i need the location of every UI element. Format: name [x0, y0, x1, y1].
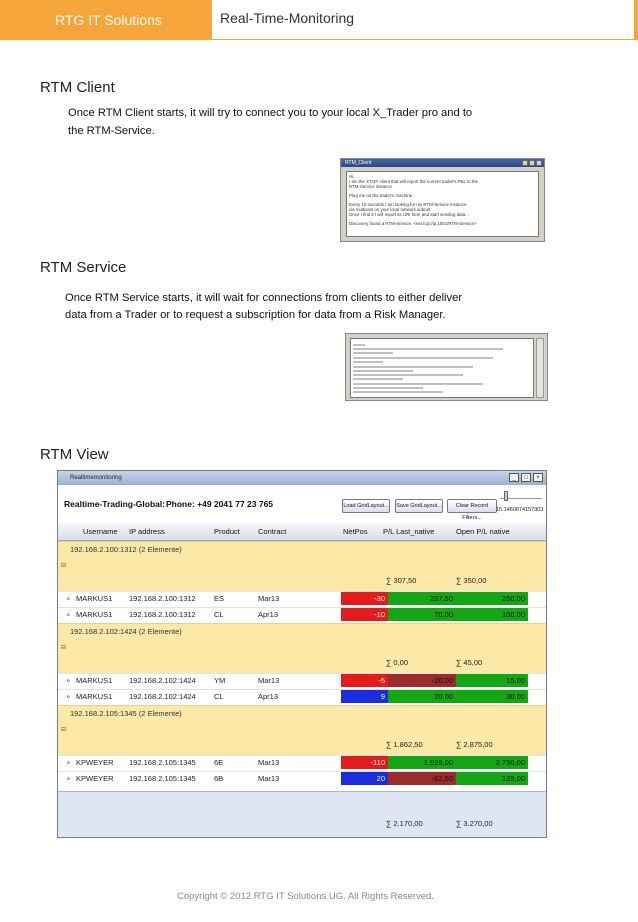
copyright-footer: Copyright © 2012 RTG IT Solutions UG. All Rights Reserved. — [177, 891, 434, 902]
cell-ip-address: 192.168.2.105:1345 — [129, 758, 196, 767]
load-gridlayout-button[interactable]: Load GridLayout... — [342, 499, 390, 513]
group-sum-pl: ∑ 1.862,50 — [386, 740, 423, 749]
close-icon[interactable]: × — [533, 473, 543, 482]
heading-rtm-view: RTM View — [40, 446, 109, 463]
cell-pl-last: 20,00 — [388, 690, 456, 703]
cell-ip-address: 192.168.2.102:1424 — [129, 676, 196, 685]
group-row[interactable] — [58, 623, 546, 673]
group-label: 192.168.2.100:1312 (2 Elemente) — [70, 545, 182, 554]
cell-contract: Apr13 — [258, 692, 279, 701]
heading-rtm-client: RTM Client — [40, 79, 115, 96]
row-indicator-icon: ∘ — [66, 676, 71, 685]
client-paragraph-line-1: Once RTM Client starts, it will try to connect you to your local X_Trader pro and to — [68, 107, 473, 119]
cell-product: ES — [214, 594, 225, 603]
cell-ip-address: 192.168.2.100:1312 — [129, 610, 196, 619]
column-header-pl-last[interactable]: P/L Last_native — [383, 527, 435, 536]
total-open-pl: ∑ 3.270,00 — [456, 819, 493, 828]
group-sum-open-pl: ∑ 2.875,00 — [456, 740, 493, 749]
document-title: Real-Time-Monitoring — [220, 10, 355, 26]
minimize-icon[interactable]: _ — [509, 473, 519, 482]
group-sum-open-pl: ∑ 45,00 — [456, 658, 483, 667]
cell-contract: Mar13 — [258, 758, 280, 767]
cell-username: KPWEYER — [76, 758, 114, 767]
cell-pl-last: -20,00 — [388, 674, 456, 687]
minimize-icon — [522, 160, 528, 166]
group-label: 192.168.2.105:1345 (2 Elemente) — [70, 709, 182, 718]
row-indicator-icon: ∘ — [66, 758, 71, 767]
collapse-icon[interactable]: ⊟ — [61, 645, 67, 651]
table-row[interactable] — [58, 607, 546, 621]
rtm-client-dialog-screenshot — [340, 158, 545, 242]
group-sum-pl: ∑ 307,50 — [386, 576, 417, 585]
table-row[interactable] — [58, 771, 546, 785]
cell-product: 6B — [214, 774, 224, 783]
header-title-block — [212, 0, 638, 40]
collapse-icon[interactable]: ⊟ — [61, 563, 67, 569]
row-indicator-icon: ∘ — [66, 594, 71, 603]
column-header-username[interactable]: Username — [83, 527, 118, 536]
log-line: Every 10 seconds I am looking for my RTM-Service instance — [349, 202, 467, 207]
cell-netpos: -10 — [341, 608, 388, 621]
client-paragraph-line-2: the RTM-Service. — [68, 125, 155, 137]
table-row[interactable] — [58, 689, 546, 703]
slider-knob[interactable] — [504, 491, 508, 501]
dialog-log-text — [346, 171, 539, 237]
close-icon — [536, 160, 542, 166]
scrollbar[interactable] — [536, 338, 544, 398]
column-header-contract[interactable]: Contract — [258, 527, 287, 536]
table-row[interactable] — [58, 673, 546, 687]
service-log-lines — [353, 341, 533, 397]
maximize-icon[interactable]: □ — [521, 473, 531, 482]
cell-contract: Mar13 — [258, 676, 280, 685]
total-pl-last: ∑ 2.170,00 — [386, 819, 423, 828]
group-label: 192.168.2.102:1424 (2 Elemente) — [70, 627, 182, 636]
grid-totals-row — [58, 791, 546, 837]
cell-contract: Mar13 — [258, 594, 280, 603]
cell-username: MARKUS1 — [76, 692, 113, 701]
dialog-title: RTM_Client — [345, 160, 372, 166]
log-line: RTM-Service instance — [349, 184, 393, 189]
cell-username: MARKUS1 — [76, 594, 113, 603]
realtime-monitoring-window — [57, 470, 547, 838]
cell-netpos: 9 — [341, 690, 388, 703]
cell-pl-last: 237,50 — [388, 592, 456, 605]
cell-netpos: 20 — [341, 772, 388, 785]
group-row[interactable] — [58, 705, 546, 755]
group-sum-open-pl: ∑ 350,00 — [456, 576, 487, 585]
log-line: Once I find it I will report its URI here and start sending data... — [349, 212, 469, 217]
cell-product: CL — [214, 692, 224, 701]
log-line: Plug me on the trader's machine. — [349, 193, 414, 198]
window-title: Realtimemonitoring — [70, 475, 122, 481]
cell-open-pl: 15,00 — [456, 674, 528, 687]
cell-ip-address: 192.168.2.100:1312 — [129, 594, 196, 603]
cell-ip-address: 192.168.2.105:1345 — [129, 774, 196, 783]
cell-netpos: -110 — [341, 756, 388, 769]
phone-label: Phone: +49 2041 77 23 765 — [166, 499, 274, 509]
zoom-slider[interactable] — [500, 491, 542, 499]
zoom-value: 15.1460674157303 — [496, 507, 544, 513]
header-accent-bar — [634, 0, 638, 40]
header-company-block — [0, 0, 212, 40]
cell-open-pl: 100,00 — [456, 608, 528, 621]
cell-netpos: -30 — [341, 592, 388, 605]
column-header-ip-address[interactable]: IP address — [129, 527, 165, 536]
cell-contract: Apr13 — [258, 610, 279, 619]
cell-product: YM — [214, 676, 226, 685]
column-header-netpos[interactable]: NetPos — [343, 527, 368, 536]
cell-open-pl: 250,00 — [456, 592, 528, 605]
cell-pl-last: 70,00 — [388, 608, 456, 621]
cell-pl-last: 1.925,00 — [388, 756, 456, 769]
save-gridlayout-button[interactable]: Save GridLayout... — [395, 499, 443, 513]
row-indicator-icon: ∘ — [66, 692, 71, 701]
service-paragraph-line-2: data from a Trader or to request a subscription for data from a Risk Manager. — [65, 309, 446, 321]
group-sum-pl: ∑ 0,00 — [386, 658, 409, 667]
table-row[interactable] — [58, 591, 546, 605]
collapse-icon[interactable]: ⊟ — [61, 727, 67, 733]
clear-record-filters-button[interactable]: Clear Record Filters... — [447, 499, 497, 513]
cell-open-pl: 2.750,00 — [456, 756, 528, 769]
cell-pl-last: -62,50 — [388, 772, 456, 785]
window-titlebar — [58, 471, 546, 485]
row-indicator-icon: ∘ — [66, 774, 71, 783]
column-header-product[interactable]: Product — [214, 527, 240, 536]
dialog-titlebar — [341, 159, 544, 167]
group-row[interactable] — [58, 541, 546, 591]
window-toolbar — [58, 485, 546, 523]
company-name: RTG IT Solutions — [55, 12, 162, 28]
cell-netpos: -5 — [341, 674, 388, 687]
cell-ip-address: 192.168.2.102:1424 — [129, 692, 196, 701]
log-line: I am the XTAPI client that will report the current trader's P&L to the — [349, 179, 478, 184]
row-indicator-icon: ∘ — [66, 610, 71, 619]
table-row[interactable] — [58, 755, 546, 769]
cell-username: MARKUS1 — [76, 676, 113, 685]
page-header — [0, 0, 638, 40]
service-log-text — [350, 338, 534, 398]
log-line: Hi, — [349, 174, 355, 179]
cell-open-pl: 125,00 — [456, 772, 528, 785]
log-line: via multicast on your local network subnet. — [349, 207, 432, 212]
cell-username: MARKUS1 — [76, 610, 113, 619]
column-header-open-pl[interactable]: Open P/L native — [456, 527, 510, 536]
maximize-icon — [529, 160, 535, 166]
service-paragraph-line-1: Once RTM Service starts, it will wait for connections from clients to either deliver — [65, 292, 463, 304]
cell-product: CL — [214, 610, 224, 619]
cell-open-pl: 30,00 — [456, 690, 528, 703]
data-grid — [58, 523, 546, 837]
cell-contract: Mar13 — [258, 774, 280, 783]
rtm-service-dialog-screenshot — [345, 333, 548, 401]
app-title: Realtime-Trading-Global: — [64, 499, 166, 509]
cell-username: KPWEYER — [76, 774, 114, 783]
cell-product: 6E — [214, 758, 224, 767]
heading-rtm-service: RTM Service — [40, 259, 127, 276]
log-line: Discovery found a RTM-Service: <net.tcp://ip:1001/RTM-Service> — [349, 221, 477, 226]
grid-header — [58, 523, 546, 541]
